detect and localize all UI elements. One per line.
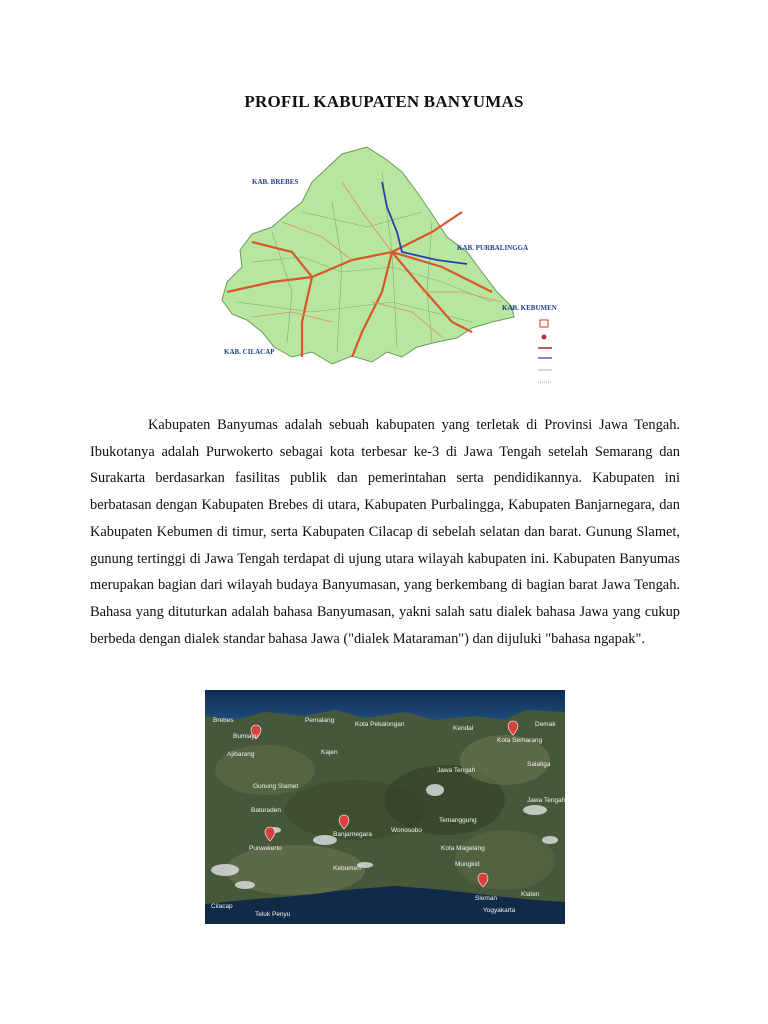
place-pemalang: Pemalang (305, 717, 335, 724)
place-pekalongan: Kota Pekalongan (355, 721, 405, 728)
place-bumiayu: Bumiayu (233, 733, 259, 740)
place-gunung-slamet: Gunung Slamet (253, 783, 299, 790)
place-kebumen: Kebumen (333, 865, 361, 872)
place-teluk-penyu: Teluk Penyu (255, 911, 291, 918)
place-mungkid: Mungkid (455, 861, 480, 868)
place-banjarnegara: Banjarnegara (333, 831, 373, 838)
satellite-map (205, 690, 565, 924)
label-purbalingga: KAB. PURBALINGGA (457, 244, 529, 252)
place-temanggung: Temanggung (439, 817, 477, 824)
place-klaten: Klaten (521, 891, 540, 898)
label-cilacap: KAB. CILACAP (224, 348, 275, 356)
place-ajibarang: Ajibarang (227, 751, 255, 758)
place-brebes: Brebes (213, 717, 234, 724)
satellite-map-graphic (205, 690, 565, 924)
place-salatiga: Salatiga (527, 761, 551, 768)
label-brebes: KAB. BREBES (252, 178, 299, 186)
place-kendal: Kendal (453, 725, 474, 732)
place-magelang: Kota Magelang (441, 845, 485, 852)
place-wonosobo: Wonosobo (391, 827, 422, 834)
district-map-graphic (192, 142, 572, 392)
place-jawa-tengah-east: Jawa Tengah (527, 797, 565, 804)
body-paragraph (90, 412, 680, 652)
place-sleman: Sleman (475, 895, 498, 902)
banyumas-district-map (192, 142, 572, 392)
place-purwokerto: Purwokerto (249, 845, 282, 852)
map-legend (538, 320, 552, 382)
place-kajen: Kajen (321, 749, 338, 756)
place-yogyakarta: Yogyakarta (483, 907, 516, 914)
place-baturaden: Baturaden (251, 807, 281, 814)
body-paragraph-text: Kabupaten Banyumas adalah sebuah kabupaten yang terletak di Provinsi Jawa Tengah. Ibukotanya adalah Purwokerto sebagai kota terbesar ke-3 di Jawa Tengah setelah Semarang dan Surakarta berdasarkan fasilitas publik dan pemerintahan serta pendidikannya. Kabupaten ini berbatasan dengan Kabupaten Brebes di utara, Kabupaten Purbalingga, Kabupaten Banjarnegara, dan Kabupaten Kebumen di timur, serta Kabupaten Cilacap di sebelah selatan dan barat. Gunung Slamet, gunung tertinggi di Jawa Tengah terdapat di ujung utara wilayah kabupaten ini. Kabupaten Banyumas merupakan bagian dari wilayah budaya Banyumasan, yang berkembang di bagian barat Jawa Tengah. Bahasa yang dituturkan adalah bahasa Banyumasan, yakni salah satu dialek bahasa Jawa yang cukup berbeda dengan dialek standar bahasa Jawa ("dialek Mataraman") dan dijuluki "bahasa ngapak". (90, 417, 680, 647)
place-jawa-tengah-north: Jawa Tengah (437, 767, 476, 774)
document-title: PROFIL KABUPATEN BANYUMAS (244, 92, 524, 111)
place-semarang: Kota Semarang (497, 737, 543, 744)
place-demak: Demak (535, 721, 556, 728)
label-kebumen: KAB. KEBUMEN (502, 304, 557, 312)
place-cilacap: Cilacap (211, 903, 233, 910)
